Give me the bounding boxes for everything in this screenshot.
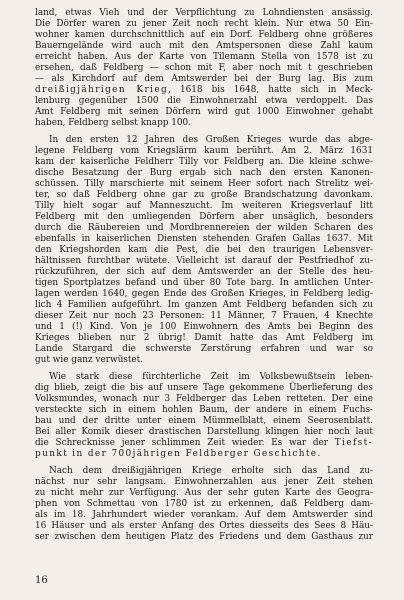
spaced-emphasis: punkt in der 700jährigen Feldberger Geschichte	[35, 449, 318, 459]
text-line: Bei aller Komik dieser drastischen Darstellung klingen hier noch laut	[35, 427, 373, 437]
text-line: lagen werden 1640, gegen Ende des Großen Krieges, in Feldberg ledig-	[35, 289, 373, 299]
spaced-emphasis: dreißigjährigen Krieg	[35, 85, 169, 95]
text-run: die Schrecknisse jener schlimmen Zeit wieder. Es war der	[35, 438, 335, 448]
text-line: kam der kaiserliche Feldherr Tilly vor Feldberg an. Die kleine schwe-	[35, 157, 373, 167]
text-line: Die Dörfer waren zu jener Zeit noch recht klein. Nur etwa 50 Ein-	[35, 19, 373, 29]
text-line: wohner kamen durchschnittlich auf ein Dorf. Feldberg ohne größeres	[35, 30, 373, 40]
text-line: Lande Stargard die schwerste Zerstörung erfahren und war so	[35, 344, 373, 354]
text-line: durch die Räubereien und Mordbrennereien der wilden Scharen des	[35, 223, 373, 233]
spaced-emphasis: Tiefst-	[334, 438, 373, 448]
text-line: zu nicht mehr zur Verfügung. Aus der sehr guten Karte des Geogra-	[35, 488, 373, 498]
page-number: 16	[35, 575, 48, 586]
text-line: Wie stark diese fürchterliche Zeit im Volksbewußtsein leben-	[49, 372, 373, 382]
text-line: tigen Sportplatzes befand und über 80 Tote barg. In amtlichen Unter-	[35, 278, 373, 288]
text-line: Krieges blieben nur 2 übrig! Damit hatte das Amt Feldberg im	[35, 333, 373, 343]
text-line: hältnissen furchtbar wütete. Vielleicht ist darauf der Pestfriedhof zu-	[35, 256, 373, 266]
text-run: .	[317, 449, 321, 459]
text-line: Nach dem dreißigjährigen Kriege erholte sich das Land zu-	[49, 466, 373, 476]
text-line: — als Kirchdorf auf dem Amtswerder bei der Burg lag. Bis zum	[35, 74, 373, 84]
text-line: nächst nur sehr langsam. Einwohnerzahlen aus jener Zeit stehen	[35, 477, 373, 487]
text-line: dig blieb, zeigt die bis auf unsere Tage gekommene Überlieferung des	[35, 383, 373, 393]
text-line: bau und der dritte unter einem Mümmelblatt, einem Seerosenblatt.	[35, 416, 373, 426]
text-line: rückzuführen, der sich auf dem Amtswerder an der Stelle des heu-	[35, 267, 373, 277]
text-line: land, etwas Vieh und der Verpflichtung zu Lohndiensten ansässig.	[35, 8, 373, 18]
text-line: und 1 (!) Kind. Von je 100 Einwohnern des Amts bei Beginn des	[35, 322, 373, 332]
text-line: Bauerngelände wird auch mit den Amtspersonen diese Zahl kaum	[35, 41, 373, 51]
text-line: haben, Feldberg selbst knapp 100.	[35, 118, 192, 128]
text-line: ser zwischen dem heutigen Platz des Friedens und dem Gasthaus zur	[35, 532, 373, 542]
text-line: Feldberg mit den umliegenden Dörfern aber unsäglich, besonders	[35, 212, 373, 222]
text-line: erreicht haben. Aus der Karte von Tilemann Stella von 1578 ist zu	[35, 52, 373, 62]
text-line	[35, 438, 373, 449]
body-text	[35, 8, 373, 543]
text-line: legene Feldberg vom Kriegslärm kaum berührt. Am 2. März 1631	[35, 146, 373, 156]
text-line: lenburg gegenüber 1500 die Einwohnerzahl etwa verdoppelt. Das	[35, 96, 373, 106]
text-line: den Kriegshorden kam die Pest, die bei den traurigen Lebensver-	[35, 245, 373, 255]
text-line: dieser Zeit nur noch 23 Personen: 11 Männer, 7 Frauen, 4 Knechte	[35, 311, 373, 321]
text-line: ter, so daß Feldberg ohne gar zu große Brandschatzung davonkam.	[35, 190, 373, 200]
text-line: phen von Schmettau von 1780 ist zu erkennen, daß Feldberg dam-	[35, 499, 373, 509]
text-line: als im 18. Jahrhundert wieder vorankam. Auf dem Amtswerder sind	[35, 510, 373, 520]
text-run: , 1618 bis 1648, hatte sich in Meck-	[168, 85, 373, 95]
text-line: Volksmundes, wonach nur 3 Feldberger das Leben retteten. Der eine	[35, 394, 373, 404]
text-line: schüssen. Tilly marschierte mit seinem Heer sofort nach Strelitz wei-	[35, 179, 373, 189]
text-line: dische Besatzung der Burg ergab sich nach den ersten Kanonen-	[35, 168, 373, 178]
text-line: 16 Häuser und als erster Anfang des Ortes diesseits des Sees 8 Häu-	[35, 521, 373, 531]
text-line	[35, 449, 373, 460]
text-line	[35, 85, 373, 96]
text-line: Amt Feldberg mit seinen Dörfern wird gut 1000 Einwohner gehabt	[35, 107, 373, 117]
text-line: versteckte sich in einem hohlen Baum, der andere in einem Fuchs-	[35, 405, 373, 415]
text-line: ersehen, daß Feldberg — schon mit F, aber noch mit t geschrieben	[35, 63, 373, 73]
text-line: ebenfalls in kaiserlichen Diensten stehenden Grafen Gallas 1637. Mit	[35, 234, 373, 244]
text-line: lich 4 Familien aufgeführt. Im ganzen Amt Feldberg befanden sich zu	[35, 300, 373, 310]
text-line: gut wie ganz verwüstet.	[35, 355, 144, 365]
text-line: Tilly hielt sogar auf Manneszucht. Im weiteren Kriegsverlauf litt	[35, 201, 373, 211]
text-line: In den ersten 12 Jahren des Großen Krieges wurde das abge-	[49, 135, 373, 145]
